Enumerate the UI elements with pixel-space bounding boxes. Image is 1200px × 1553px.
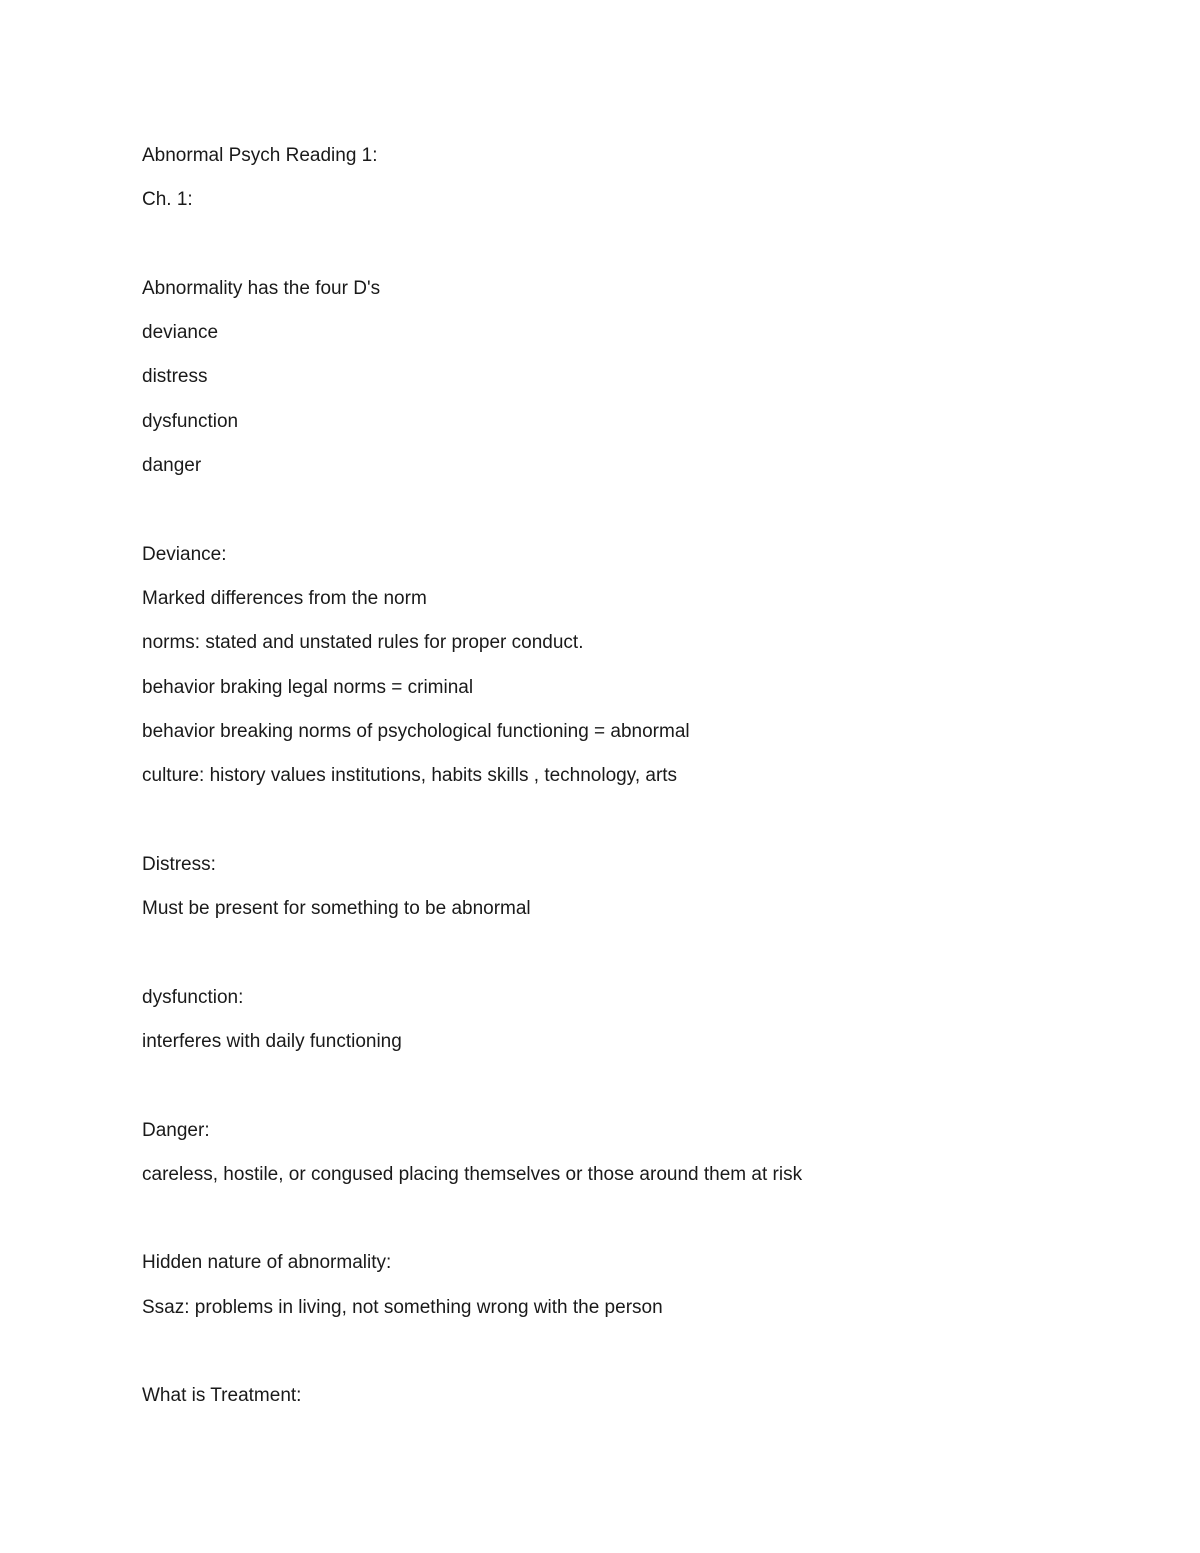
blank-line [142, 1072, 1122, 1116]
list-item-dysfunction: dysfunction [142, 410, 239, 432]
list-item-danger: danger [142, 455, 202, 477]
section-heading-deviance: Deviance: [142, 543, 227, 565]
section-heading-dysfunction: dysfunction: [142, 986, 244, 1008]
section-heading-hidden-nature: Hidden nature of abnormality: [142, 1252, 392, 1274]
note-line: careless, hostile, or congused placing themselves or those around them at risk [142, 1163, 803, 1185]
section-heading-distress: Distress: [142, 853, 216, 875]
note-line: Marked differences from the norm [142, 587, 427, 609]
blank-line [142, 1338, 1122, 1382]
note-line: norms: stated and unstated rules for proper conduct. [142, 632, 584, 654]
document-body [142, 142, 1122, 1427]
blank-line [142, 231, 1122, 275]
document-title: Abnormal Psych Reading 1: [142, 145, 378, 166]
blank-line [142, 806, 1122, 850]
list-item-distress: distress [142, 366, 208, 388]
note-line: Ssaz: problems in living, not something wrong with the person [142, 1296, 663, 1318]
note-line: behavior braking legal norms = criminal [142, 676, 474, 698]
blank-line [142, 939, 1122, 983]
list-item-deviance: deviance [142, 322, 219, 344]
blank-line [142, 496, 1122, 540]
note-line: behavior breaking norms of psychological functioning = abnormal [142, 720, 690, 742]
blank-line [142, 1205, 1122, 1249]
note-line: interferes with daily functioning [142, 1030, 402, 1052]
section-heading-four-ds: Abnormality has the four D's [142, 277, 381, 299]
note-line: Must be present for something to be abnormal [142, 898, 531, 920]
chapter-label: Ch. 1: [142, 189, 193, 211]
section-heading-danger: Danger: [142, 1119, 210, 1141]
section-heading-treatment: What is Treatment: [142, 1385, 302, 1407]
note-line: culture: history values institutions, habits skills , technology, arts [142, 765, 678, 787]
